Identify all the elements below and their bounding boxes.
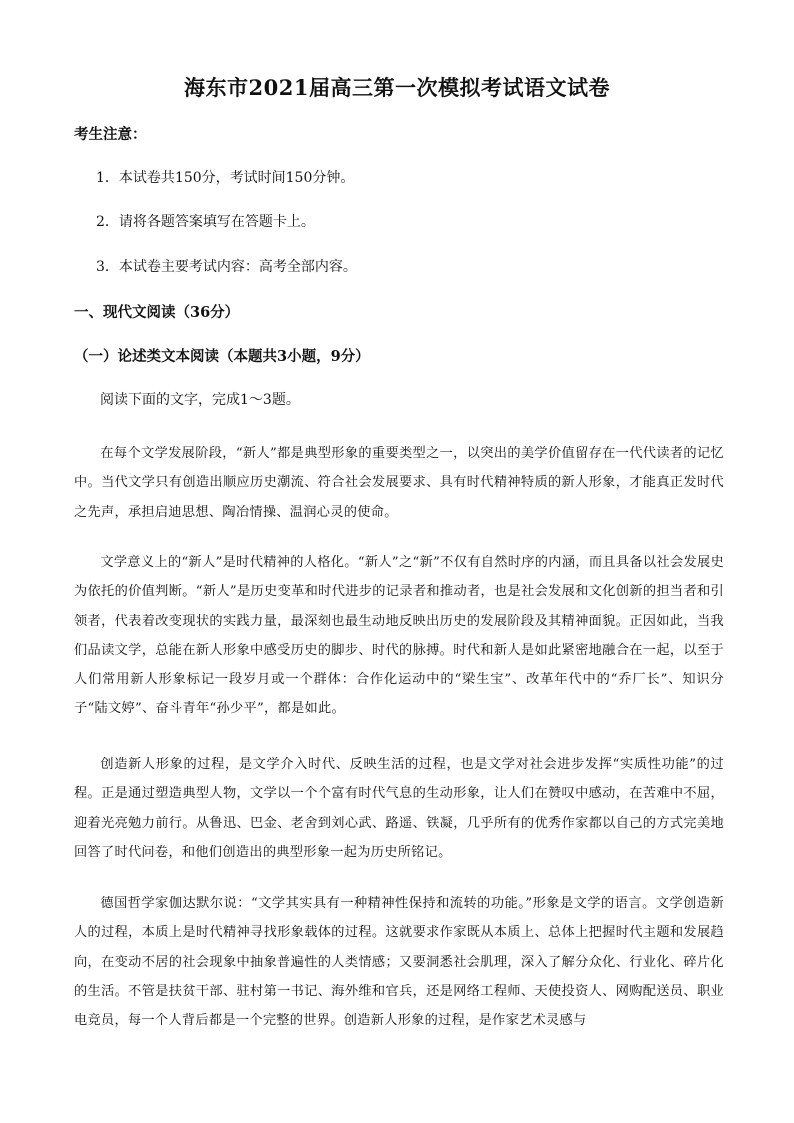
- notice-item-2: 2．请将各题答案填写在答题卡上。: [96, 214, 315, 230]
- subsection-heading: （一）论述类文本阅读（本题共3小题，9分）: [74, 348, 370, 365]
- exam-title: 海东市2021届高三第一次模拟考试语文试卷: [184, 75, 610, 100]
- reading-instruction: 阅读下面的文字，完成1～3题。: [100, 392, 300, 408]
- notice-item-1: 1．本试卷共150分，考试时间150分钟。: [96, 170, 355, 186]
- passage-paragraph-3: 创造新人形象的过程，是文学介入时代、反映生活的过程，也是文学对社会进步发挥“实质性功能”的过程。正是通过塑造典型人物，文学以一个个富有时代气息的生动形象，让人们在赞叹中感动，在苦难中不屈，迎着光亮勉力前行。从鲁迅、巴金、老舍到刘心武、路遥、铁凝，几乎所有的优秀作家都以自己的方式完美地回答了时代问卷，和他们创造出的典型形象一起为历史所铭记。: [74, 757, 724, 860]
- passage-paragraph-1: 在每个文学发展阶段，“新人”都是典型形象的重要类型之一，以突出的美学价值留存在一代代读者的记忆中。当代文学只有创造出顺应历史潮流、符合社会发展要求、具有时代精神特质的新人形象，才能真正发时代之先声，承担启迪思想、陶冶情操、温润心灵的使命。: [74, 446, 724, 520]
- notice-heading: 考生注意：: [74, 126, 147, 143]
- section-heading: 一、现代文阅读（36分）: [74, 304, 240, 321]
- notice-item-3: 3．本试卷主要考试内容：高考全部内容。: [96, 259, 357, 275]
- passage-paragraph-4: 德国哲学家伽达默尔说：“文学其实具有一种精神性保持和流转的功能。”形象是文学的语言。文学创造新人的过程，本质上是时代精神寻找形象载体的过程。这就要求作家既从本质上、总体上把握时代主题和发展趋向，在变动不居的社会现象中抽象普遍性的人类情感；又要洞悉社会肌理，深入了解分众化、行业化、碎片化的生活。不管是扶贫干部、驻村第一书记、海外维和官兵，还是网络工程师、天使投资人、网购配送员、职业电竞员，每一个人背后都是一个完整的世界。创造新人形象的过程，是作家艺术灵感与: [74, 896, 724, 1028]
- passage-paragraph-2: 文学意义上的“新人”是时代精神的人格化。“新人”之“新”不仅有自然时序的内涵，而且具备以社会发展史为依托的价值判断。“新人”是历史变革和时代进步的记录者和推动者，也是社会发展和文化创新的担当者和引领者，代表着改变现状的实践力量，最深刻也最生动地反映出历史的发展阶段及其精神面貌。正因如此，当我们品读文学，总能在新人形象中感受历史的脚步、时代的脉搏。时代和新人是如此紧密地融合在一起，以至于人们常用新人形象标记一段岁月或一个群体：合作化运动中的“梁生宝”、改革年代中的“乔厂长”、知识分子“陆文婷”、奋斗青年“孙少平”，都是如此。: [74, 555, 724, 717]
